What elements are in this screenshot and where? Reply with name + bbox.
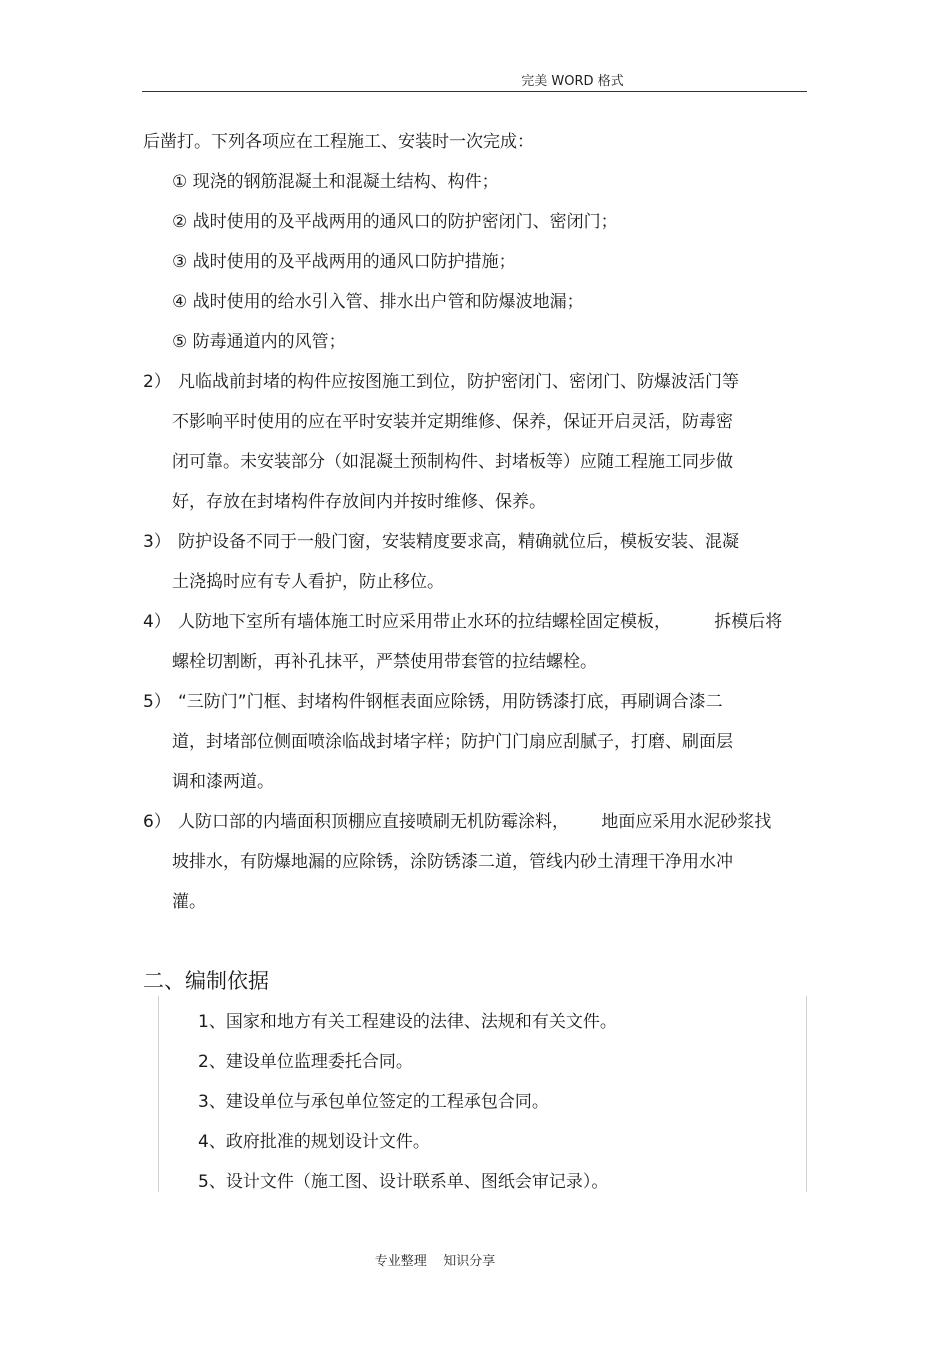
basis-list-item: 5、设计文件（施工图、设计联系单、图纸会审记录）。 xyxy=(198,1172,609,1192)
page-footer: 专业整理 知识分享 xyxy=(374,1254,496,1269)
item-line: 不影响平时使用的应在平时安装并定期维修、保养，保证开启灵活，防毒密 xyxy=(172,412,733,432)
item-number: 6） xyxy=(143,812,171,832)
sub-item: ③ 战时使用的及平战两用的通风口防护措施； xyxy=(172,252,516,272)
item-line: 灌。 xyxy=(172,892,206,912)
sub-item: ⑤ 防毒通道内的风管； xyxy=(172,332,346,352)
item-line: 螺栓切割断，再补孔抹平，严禁使用带套管的拉结螺栓。 xyxy=(172,652,597,672)
basis-list-item: 3、建设单位与承包单位签定的工程承包合同。 xyxy=(198,1092,549,1112)
item-number: 4） xyxy=(143,612,171,632)
item-line: 防护设备不同于一般门窗，安装精度要求高，精确就位后，模板安装、混凝 xyxy=(178,532,739,552)
basis-list-item: 1、国家和地方有关工程建设的法律、法规和有关文件。 xyxy=(198,1012,617,1032)
item-number: 2） xyxy=(143,372,171,392)
frame-left-rule xyxy=(158,996,159,1192)
item-line: “三防门”门框、封堵构件钢框表面应除锈，用防锈漆打底，再刷调合漆二 xyxy=(178,692,723,712)
frame-right-rule xyxy=(806,996,807,1192)
item-number: 5） xyxy=(143,692,171,712)
basis-list-item: 4、政府批准的规划设计文件。 xyxy=(198,1132,430,1152)
sub-item: ④ 战时使用的给水引入管、排水出户管和防爆波地漏； xyxy=(172,292,584,312)
item-line: 人防地下室所有墙体施工时应采用带止水环的拉结螺栓固定模板， 拆模后将 xyxy=(178,612,783,632)
page-header-title: 完美 WORD 格式 xyxy=(521,74,624,89)
intro-line: 后凿打。下列各项应在工程施工、安装时一次完成： xyxy=(143,132,534,152)
item-line: 坡排水，有防爆地漏的应除锈，涂防锈漆二道，管线内砂土清理干净用水冲 xyxy=(172,852,733,872)
section-heading: 二、编制依据 xyxy=(143,969,269,993)
header-rule xyxy=(142,91,807,92)
item-line: 道，封堵部位侧面喷涂临战封堵字样；防护门门扇应刮腻子，打磨、刷面层 xyxy=(172,732,733,752)
sub-item: ② 战时使用的及平战两用的通风口的防护密闭门、密闭门； xyxy=(172,212,618,232)
item-line: 土浇捣时应有专人看护，防止移位。 xyxy=(172,572,444,592)
item-line: 凡临战前封堵的构件应按图施工到位，防护密闭门、密闭门、防爆波活门等 xyxy=(178,372,739,392)
item-line: 闭可靠。未安装部分（如混凝土预制构件、封堵板等）应随工程施工同步做 xyxy=(172,452,733,472)
item-line: 调和漆两道。 xyxy=(172,772,274,792)
item-line: 人防口部的内墙面积顶棚应直接喷刷无机防霉涂料， 地面应采用水泥砂浆找 xyxy=(178,812,772,832)
item-number: 3） xyxy=(143,532,171,552)
item-line: 好，存放在封堵构件存放间内并按时维修、保养。 xyxy=(172,492,546,512)
basis-list-item: 2、建设单位监理委托合同。 xyxy=(198,1052,413,1072)
sub-item: ① 现浇的钢筋混凝土和混凝土结构、构件； xyxy=(172,172,499,192)
